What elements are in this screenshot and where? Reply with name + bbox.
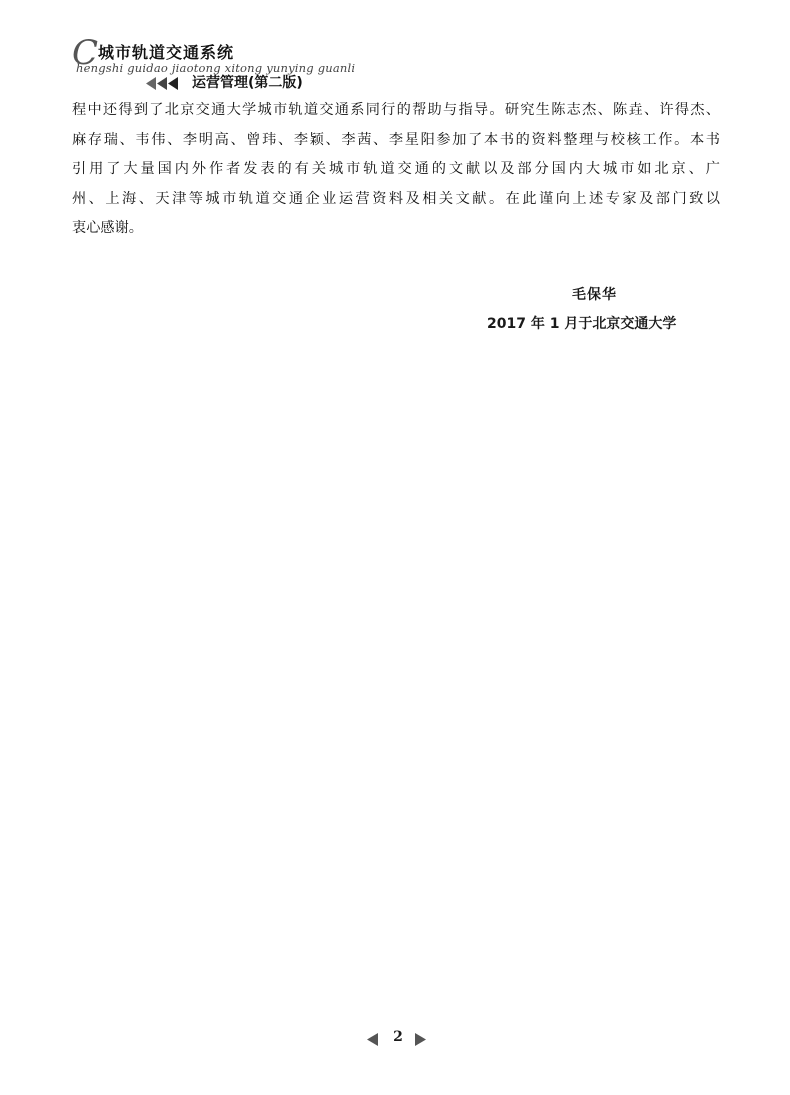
body-line: 麻存瑞、韦伟、李明高、曾玮、李颖、李茜、李星阳参加了本书的资料整理与校核工作。本书 <box>72 131 720 148</box>
series-title: 城市轨道交通系统 <box>98 43 235 62</box>
header-initial-letter: C <box>72 33 99 73</box>
body-line: 州、上海、天津等城市轨道交通企业运营资料及相关文献。在此谨向上述专家及部门致以 <box>72 190 720 207</box>
running-header <box>72 33 392 94</box>
triple-left-arrow-icon <box>146 75 188 94</box>
page-number: 2 <box>393 1029 403 1045</box>
right-arrow-icon <box>415 1031 426 1050</box>
body-line: 衷心感谢。 <box>72 220 143 236</box>
series-pinyin: hengshi guidao jiaotong xitong yunying guanli <box>76 61 356 75</box>
body-line: 程中还得到了北京交通大学城市轨道交通系同行的帮助与指导。研究生陈志杰、陈垚、许得杰、 <box>72 102 720 118</box>
body-paragraph <box>72 96 720 244</box>
author-signature: 毛保华 <box>572 287 617 303</box>
date-place: 2017 年 1 月于北京交通大学 <box>487 316 677 332</box>
left-arrow-icon <box>367 1031 378 1050</box>
body-line: 引用了大量国内外作者发表的有关城市轨道交通的文献以及部分国内大城市如北京、广 <box>72 161 720 177</box>
page-footer <box>0 1026 790 1048</box>
book-title: 运营管理(第二版) <box>192 75 303 91</box>
